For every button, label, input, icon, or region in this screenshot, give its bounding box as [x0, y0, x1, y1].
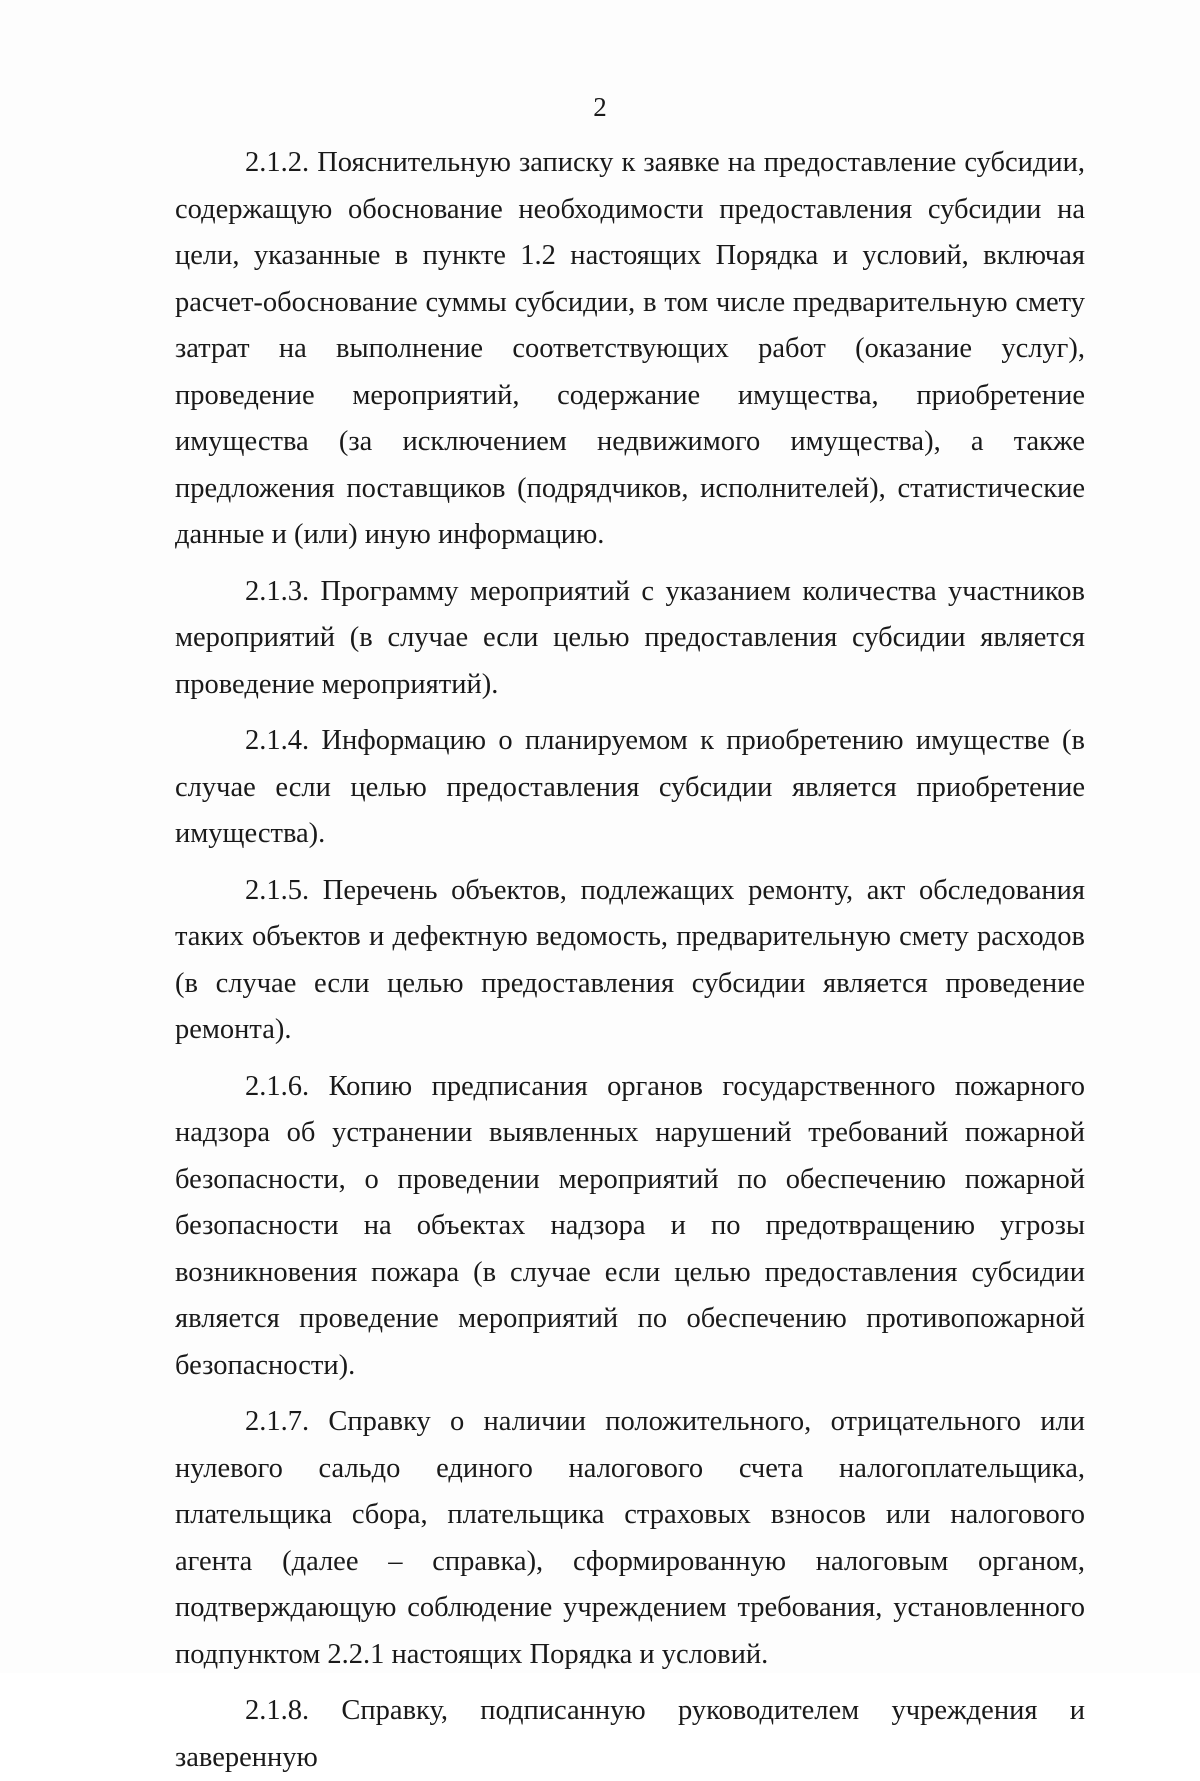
paragraph-2-1-2: 2.1.2. Пояснительную записку к заявке на предоставление субсидии, содержащую обоснование необходимости предоставления субсидии на цели, указанные в пункте 1.2 настоящих Порядка и условий, включая расчет-обоснование суммы субсидии, в том числе предварительную смету затрат на выполнение соответствующих работ (оказание услуг), проведение мероприятий, содержание имущества, приобретение имущества (за исключением недвижимого имущества), а также предложения поставщиков (подрядчиков, исполнителей), статистические данные и (или) иную информацию. [175, 147, 1085, 550]
page-number: 2 [593, 92, 607, 122]
paragraph-2-1-4: 2.1.4. Информацию о планируемом к приобретению имуществе (в случае если целью предоставления субсидии является приобретение имущества). [175, 725, 1085, 849]
paragraph-2-1-3: 2.1.3. Программу мероприятий с указанием количества участников мероприятий (в случае если целью предоставления субсидии является проведение мероприятий). [175, 575, 1085, 700]
paragraph-2-1-8: 2.1.8. Справку, подписанную руководителем учреждения и заверенную [175, 1695, 1085, 1773]
document-body [175, 140, 1085, 1781]
paragraph-2-1-6: 2.1.6. Копию предписания органов государственного пожарного надзора об устранении выявленных нарушений требований пожарной безопасности, о проведении мероприятий по обеспечению пожарной безопасности на объектах надзора и по предотвращению угрозы возникновения пожара (в случае если целью предоставления субсидии является проведение мероприятий по обеспечению противопожарной безопасности). [175, 1070, 1085, 1381]
paragraph-2-1-5: 2.1.5. Перечень объектов, подлежащих ремонту, акт обследования таких объектов и дефектную ведомость, предварительную смету расходов (в случае если целью предоставления субсидии является проведение ремонта). [175, 874, 1085, 1045]
paragraph-2-1-7: 2.1.7. Справку о наличии положительного, отрицательного или нулевого сальдо единого налогового счета налогоплательщика, плательщика сбора, плательщика страховых взносов или налогового агента (далее – справка), сформированную налоговым органом, подтверждающую соблюдение учреждением требования, установленного подпунктом 2.2.1 настоящих Порядка и условий. [175, 1406, 1085, 1670]
